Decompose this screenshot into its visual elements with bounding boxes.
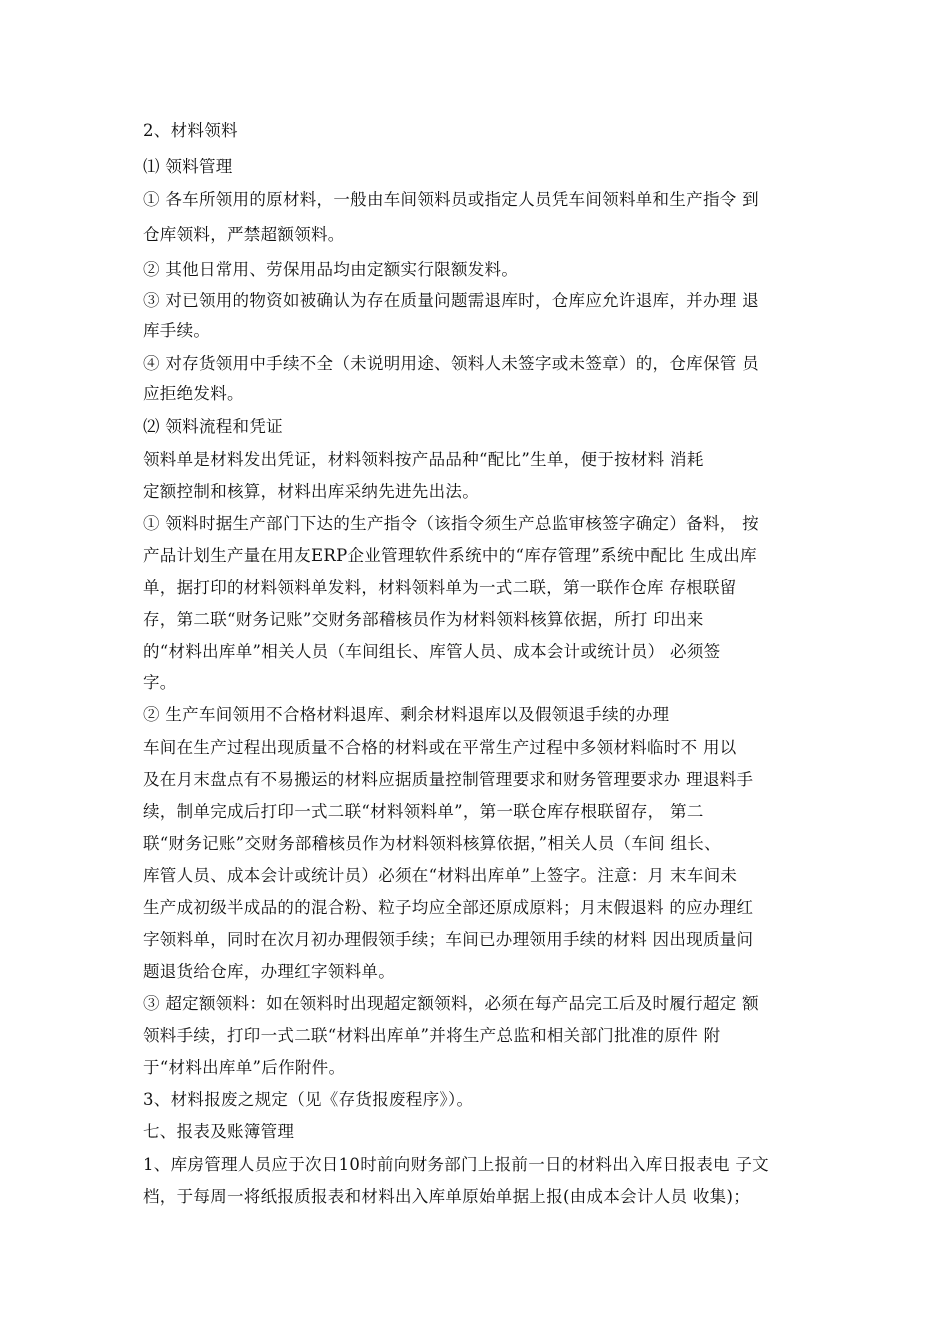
text-line: 定额控制和核算，材料出库采纳先进先出法。 (143, 482, 479, 501)
text-line: ① 各车所领用的原材料，一般由车间领料员或指定人员凭车间领料单和生产指令 到 (143, 190, 759, 209)
text-line: ③ 对已领用的物资如被确认为存在质量问题需退库时，仓库应允许退库，并办理 退 (143, 291, 759, 310)
text-line: 联“财务记账”交财务部稽核员作为材料领料核算依据，”相关人员（车间 组长、 (143, 834, 721, 853)
text-line: 库管人员、成本会计或统计员）必须在“材料出库单”上签字。注意：月 末车间未 (143, 866, 738, 885)
chapter-heading: 七、报表及账簿管理 (143, 1122, 295, 1141)
section-heading: 3、材料报废之规定（见《存货报废程序》）。 (143, 1090, 474, 1109)
subsection-heading: ⑴ 领料管理 (143, 157, 233, 176)
text-line: 题退货给仓库，办理红字领料单。 (143, 962, 395, 981)
text-line: 字领料单，同时在次月初办理假领手续；车间已办理领用手续的材料 因出现质量问 (143, 930, 754, 949)
text-line: 库手续。 (143, 321, 211, 340)
text-line: 单，据打印的材料领料单发料，材料领料单为一式二联，第一联作仓库 存根联留 (143, 578, 737, 597)
text-line: 的“材料出库单”相关人员（车间组长、库管人员、成本会计或统计员） 必须签 (143, 642, 721, 661)
text-line: ② 其他日常用、劳保用品均由定额实行限额发料。 (143, 260, 519, 279)
text-line: 1、库房管理人员应于次日10时前向财务部门上报前一日的材料出入库日报表电 子文 (143, 1155, 769, 1174)
text-line: 仓库领料，严禁超额领料。 (143, 225, 345, 244)
text-line: 档，于每周一将纸报质报表和材料出入库单原始单据上报(由成本会计人员 收集)； (143, 1187, 751, 1206)
text-line: ④ 对存货领用中手续不全（未说明用途、领料人未签字或未签章）的，仓库保管 员 (143, 354, 759, 373)
section-heading: 2、材料领料 (143, 121, 238, 140)
text-line: 续，制单完成后打印一式二联“材料领料单”，第一联仓库存根联留存， 第二 (143, 802, 704, 821)
text-line: 生产成初级半成品的的混合粉、粒子均应全部还原成原料；月末假退料 的应办理红 (143, 898, 754, 917)
text-line: ① 领料时据生产部门下达的生产指令（该指令须生产总监审核签字确定）备料， 按 (143, 514, 759, 533)
text-line: 及在月末盘点有不易搬运的材料应据质量控制管理要求和财务管理要求办 理退料手 (143, 770, 754, 789)
text-line: 于“材料出库单”后作附件。 (143, 1058, 346, 1077)
text-line: 存，第二联“财务记账”交财务部稽核员作为材料领料核算依据，所打 印出来 (143, 610, 704, 629)
text-line: ② 生产车间领用不合格材料退库、剩余材料退库以及假领退手续的办理 (143, 705, 670, 724)
text-line: 领料单是材料发出凭证，材料领料按产品品种“配比”生单，便于按材料 消耗 (143, 450, 704, 469)
text-line: 领料手续，打印一式二联“材料出库单”并将生产总监和相关部门批准的原件 附 (143, 1026, 721, 1045)
subsection-heading: ⑵ 领料流程和凭证 (143, 417, 283, 436)
text-line: 字。 (143, 673, 177, 692)
text-line: 应拒绝发料。 (143, 384, 244, 403)
text-line: 产品计划生产量在用友ERP企业管理软件系统中的“库存管理”系统中配比 生成出库 (143, 546, 757, 565)
text-line: ③ 超定额领料：如在领料时出现超定额领料，必须在每产品完工后及时履行超定 额 (143, 994, 759, 1013)
text-line: 车间在生产过程出现质量不合格的材料或在平常生产过程中多领材料临时不 用以 (143, 738, 737, 757)
